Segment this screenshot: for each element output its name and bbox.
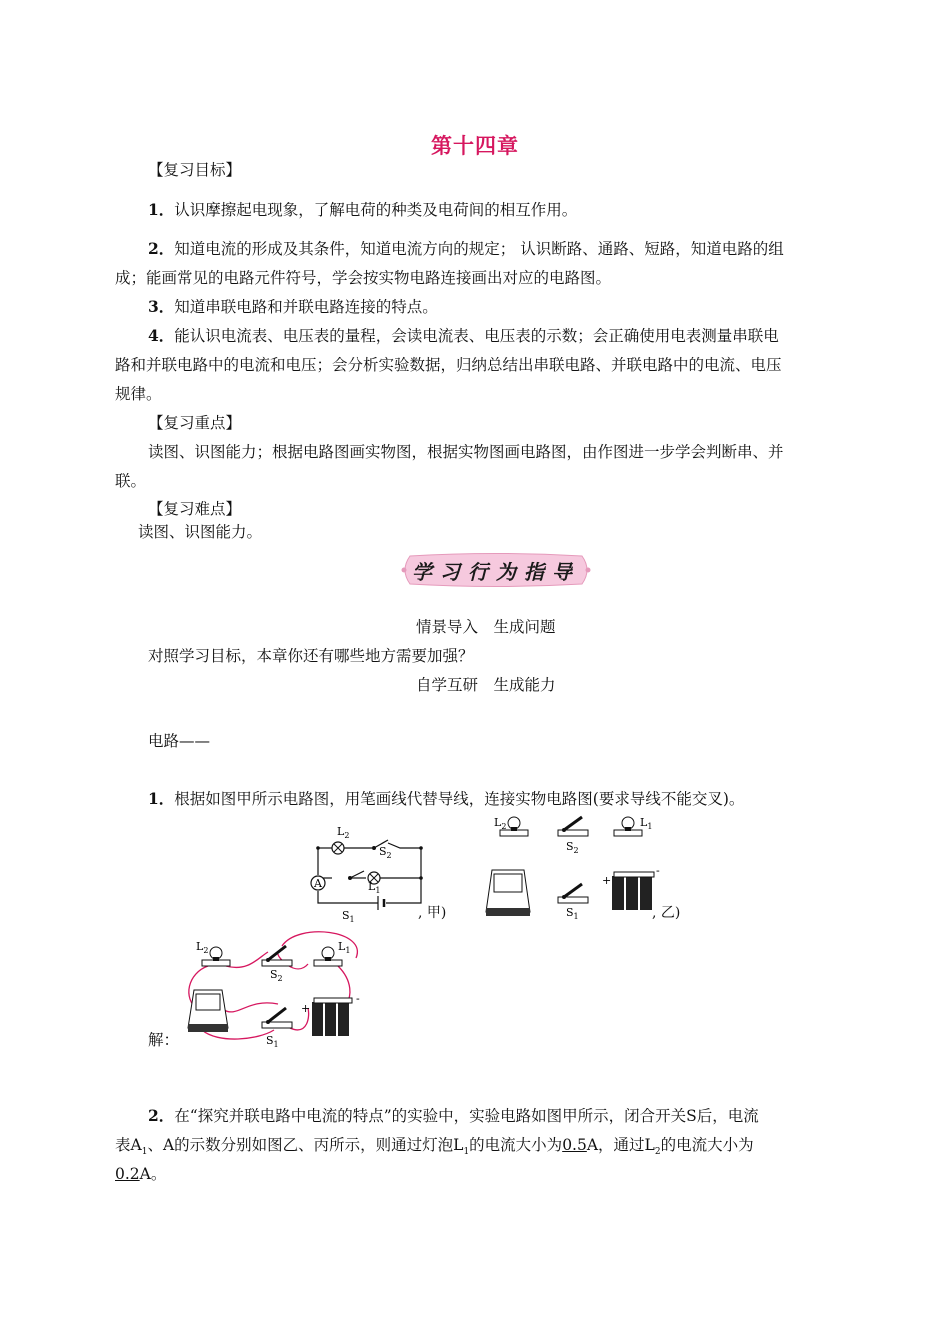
ammeter-device — [188, 990, 228, 1032]
question-number: 1． — [148, 789, 175, 808]
bulb-l1 — [614, 817, 642, 836]
answer-label: 解： — [148, 1031, 180, 1049]
knife-switch-s2 — [558, 817, 588, 836]
label-s2: $S_2$ — [566, 840, 579, 855]
key-points-line1: 读图、识图能力；根据电路图画实物图，根据实物图画电路图，由作图进一步学会判断串、并 — [148, 443, 784, 461]
goal-text: 知道串联电路和并联电路连接的特点。 — [174, 298, 438, 316]
knife-switch-s1 — [262, 1008, 292, 1028]
review-goals-heading: 【复习目标】 — [148, 161, 242, 179]
question-number: 2． — [148, 1106, 175, 1125]
question-1 — [148, 789, 744, 809]
lamp-l2-symbol — [332, 842, 344, 854]
battery-minus: - — [356, 992, 360, 1005]
question-text: 根据如图甲所示电路图，用笔画线代替导线，连接实物电路图(要求导线不能交叉)。 — [174, 790, 745, 808]
ammeter-label: A — [314, 877, 322, 890]
label-l1: $L_1$ — [338, 940, 351, 955]
question-2-line3: 0.2A。 — [115, 1165, 167, 1183]
physical-circuit-yi — [480, 812, 670, 927]
goal-item-4-line3: 规律。 — [115, 385, 162, 403]
label-l1: $L_1$ — [368, 880, 381, 895]
key-points-heading: 【复习重点】 — [148, 414, 242, 432]
question-2-line1 — [148, 1106, 759, 1126]
knife-switch-s2 — [262, 946, 292, 966]
banner-text: 学习行为指导 — [412, 560, 580, 584]
goal-text: 认识摩擦起电现象，了解电荷的种类及电荷间的相互作用。 — [174, 201, 578, 219]
battery-minus: - — [656, 864, 660, 877]
goal-number: 4． — [148, 326, 175, 345]
battery-pack — [312, 998, 352, 1036]
battery-pack — [612, 872, 654, 910]
goal-item-4-line2: 路和并联电路中的电流和电压；会分析实验数据，归纳总结出串联电路、并联电路中的电流、电压 — [115, 356, 782, 374]
label-s2: $S_2$ — [379, 845, 392, 860]
section1-heading: 情景导入 生成问题 — [416, 618, 556, 636]
goal-number: 2． — [148, 239, 175, 258]
knife-switch-s1 — [558, 884, 588, 903]
label-s2: $S_2$ — [270, 968, 283, 983]
figure-yi-caption: , 乙) — [652, 905, 681, 921]
goal-text: 能认识电流表、电压表的量程，会读电流表、电压表的示数；会正确使用电表测量串联电 — [174, 327, 779, 345]
battery-plus: + — [301, 1002, 311, 1015]
label-s1: $S_1$ — [342, 909, 355, 924]
section1-text: 对照学习目标，本章你还有哪些地方需要加强？ — [148, 647, 474, 665]
goal-item-1 — [148, 200, 577, 220]
question-text: 在“探究并联电路中电流的特点”的实验中，实验电路如图甲所示，闭合开关S后，电流 — [174, 1107, 759, 1125]
label-l1: $L_1$ — [640, 816, 653, 831]
label-s1: $S_1$ — [266, 1034, 279, 1048]
question-2-line2: 表$A_1$、A的示数分别如图乙、丙所示，则通过灯泡$L_1$的电流大小为0.5A，通过$L_2$的电流大小为 — [115, 1136, 754, 1158]
answer-blank-2[interactable]: 0.2 — [115, 1165, 140, 1183]
label-l2: $L_2$ — [337, 825, 350, 840]
key-points-line2: 联。 — [115, 472, 147, 490]
answer-blank-1[interactable]: 0.5 — [562, 1136, 587, 1154]
figure-jia-caption: , 甲) — [418, 905, 447, 921]
label-l2: $L_2$ — [196, 940, 209, 955]
topic-label: 电路—— — [148, 732, 211, 750]
label-s1: $S_1$ — [566, 906, 579, 921]
goal-item-2-line2: 成；能画常见的电路元件符号，学会按实物电路连接画出对应的电路图。 — [115, 269, 612, 287]
battery-plus: + — [602, 874, 612, 887]
section2-heading: 自学互研 生成能力 — [416, 676, 556, 694]
difficulties-text: 读图、识图能力。 — [138, 523, 263, 541]
page-title: 第十四章 — [431, 133, 519, 158]
goal-item-3 — [148, 297, 438, 317]
section-banner — [398, 553, 594, 587]
goal-item-4-line1 — [148, 326, 779, 346]
answer-wiring-diagram — [178, 928, 378, 1048]
goal-number: 1． — [148, 200, 175, 219]
goal-number: 3． — [148, 297, 175, 316]
ammeter-device — [486, 870, 530, 916]
goal-text: 知道电流的形成及其条件，知道电流方向的规定； 认识断路、通路、短路，知道电路的组 — [174, 240, 784, 258]
switch-s1-symbol — [348, 871, 364, 880]
circuit-diagram-jia — [288, 815, 438, 925]
goal-item-2-line1 — [148, 239, 784, 259]
difficulties-heading: 【复习难点】 — [148, 500, 242, 518]
label-l2: $L_2$ — [494, 816, 507, 831]
